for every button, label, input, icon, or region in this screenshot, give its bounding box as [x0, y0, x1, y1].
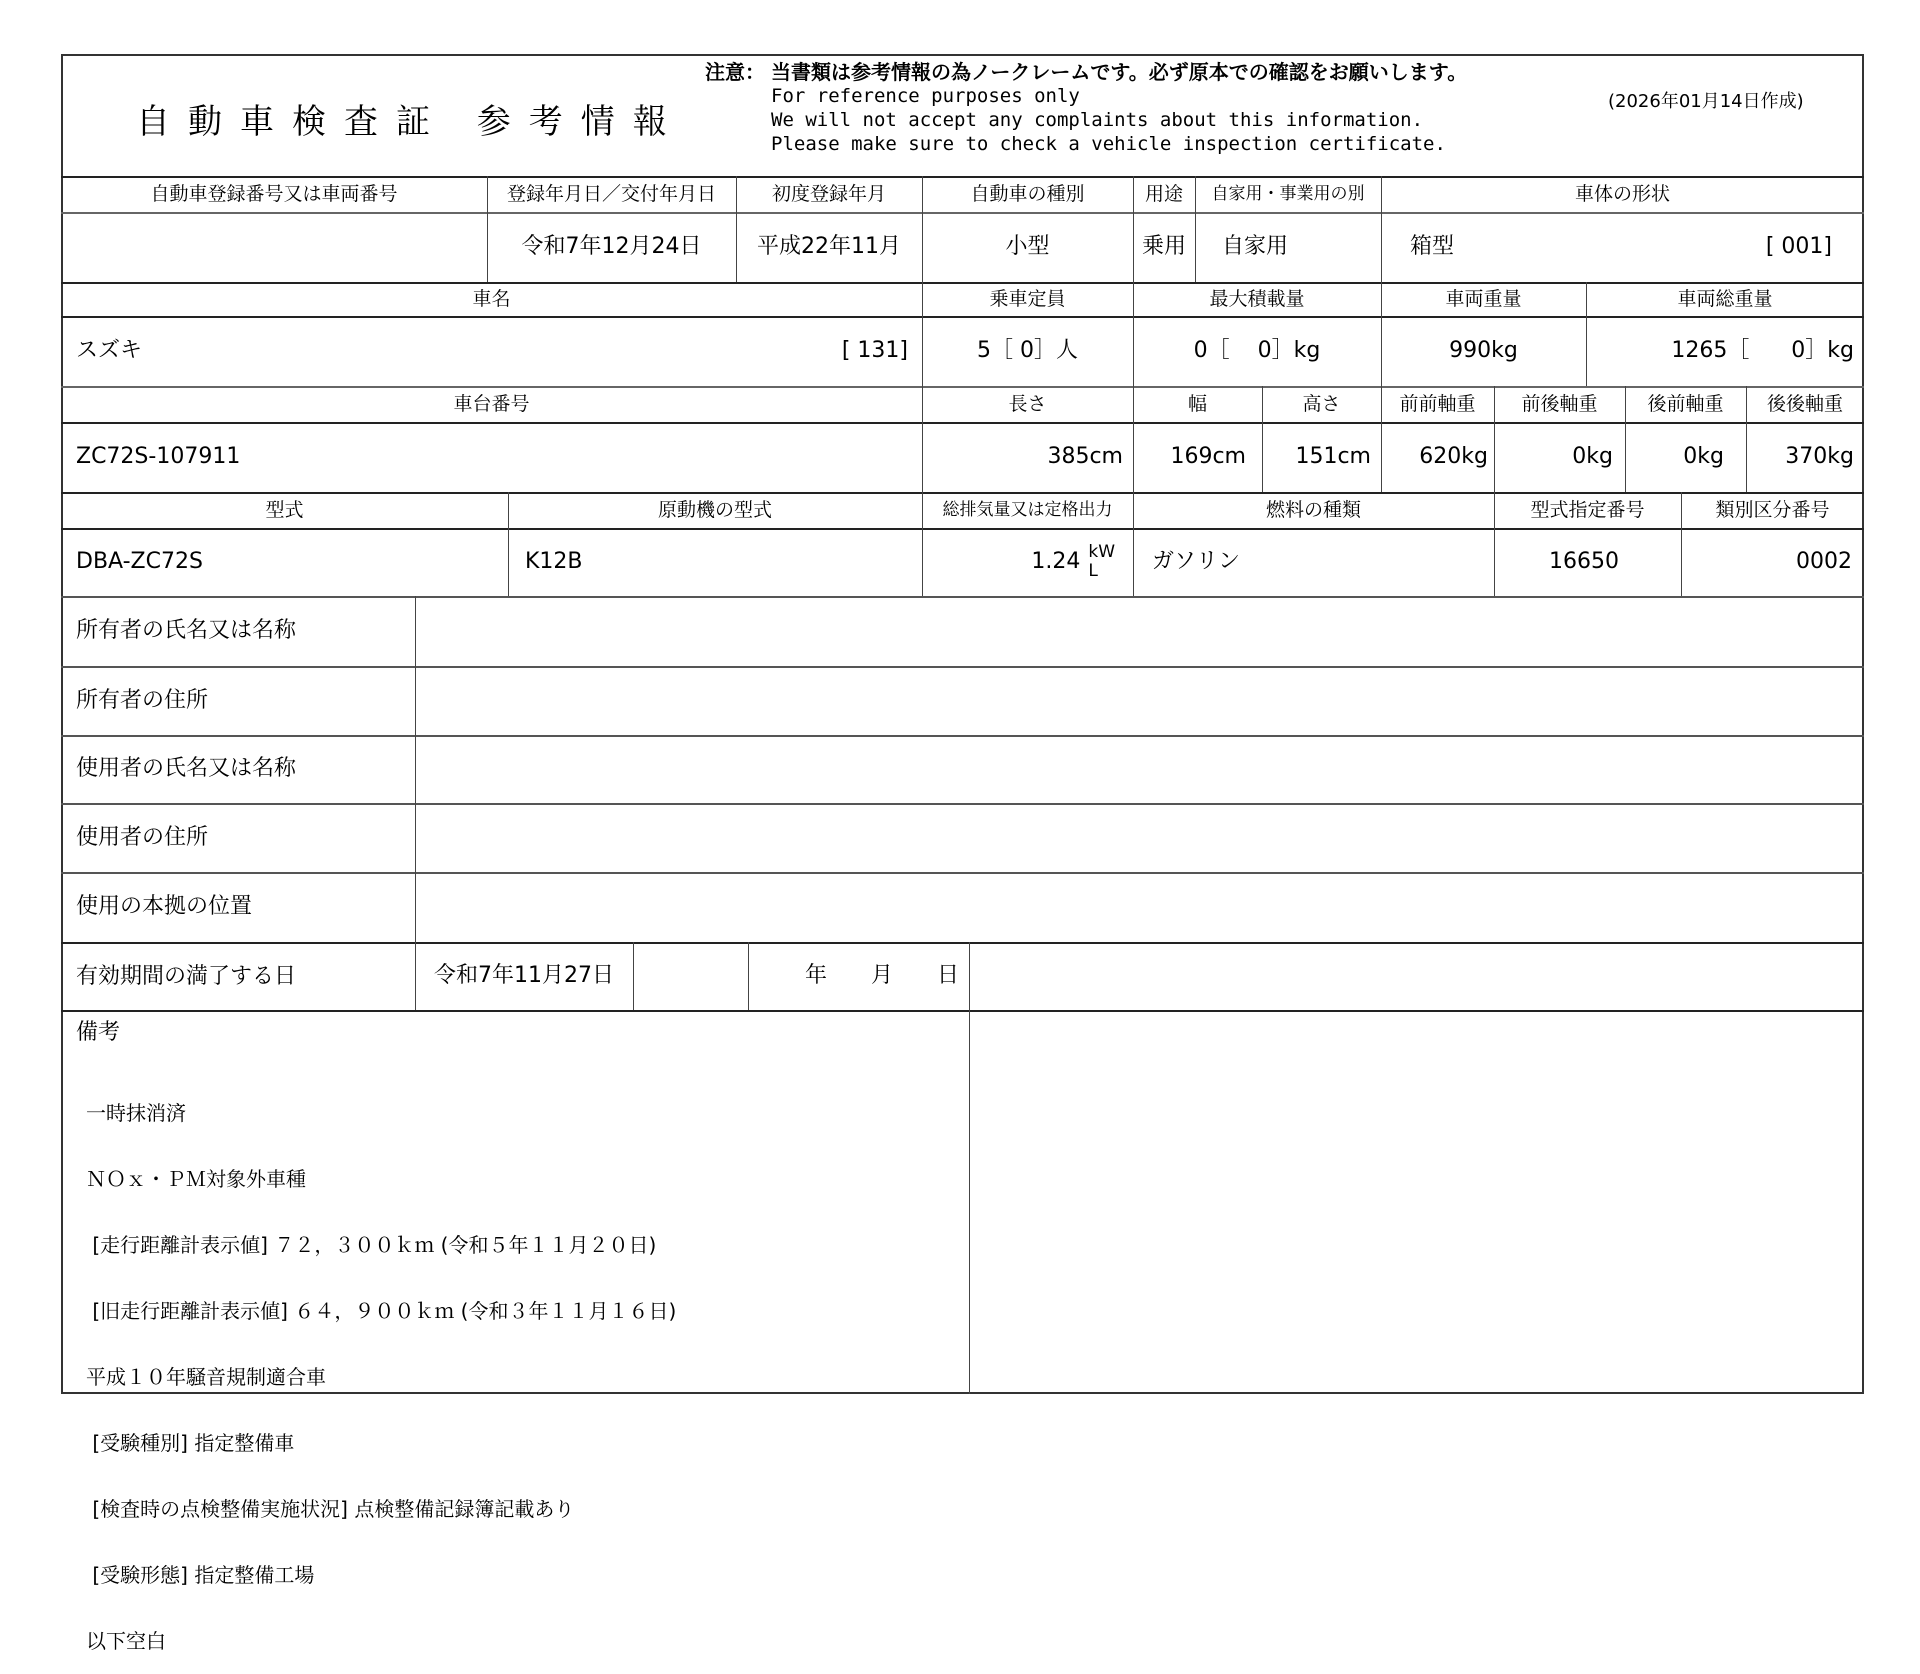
value-usage: 乗用 — [1141, 234, 1186, 259]
row-divider — [61, 942, 1864, 944]
header-displacement: 総排気量又は定格出力 — [942, 499, 1113, 520]
notice-en — [771, 84, 1446, 156]
value-expiry-date: 令和7年11月27日 — [434, 963, 614, 988]
value-private-business: 自家用 — [1222, 234, 1289, 259]
displacement-unit — [1088, 543, 1115, 581]
row-divider — [61, 666, 1864, 668]
value-length: 385cm — [1047, 444, 1123, 469]
remarks-line: [受験種別] 指定整備車 — [86, 1431, 295, 1455]
header-gross-weight: 車両総重量 — [1677, 287, 1773, 310]
label-remarks: 備考 — [76, 1020, 121, 1045]
value-first-reg: 平成22年11月 — [757, 234, 901, 259]
header-chassis-number: 車台番号 — [453, 392, 530, 415]
header-length: 長さ — [1008, 392, 1047, 415]
header-first-reg: 初度登録年月 — [771, 182, 886, 205]
value-capacity: 5［ 0］人 — [977, 338, 1078, 363]
header-height: 高さ — [1302, 392, 1341, 415]
value-car-name-code: [ 131] — [841, 338, 908, 363]
remarks-line: [検査時の点検整備実施状況] 点検整備記録簿記載あり — [86, 1497, 575, 1521]
value-rf-axle: 0kg — [1683, 444, 1724, 469]
header-ff-axle: 前前軸重 — [1399, 392, 1476, 415]
header-model: 型式 — [265, 498, 304, 521]
remarks-line: 平成１０年騒音規制適合車 — [86, 1365, 326, 1389]
header-vehicle-weight: 車両重量 — [1445, 287, 1522, 310]
value-vehicle-weight: 990kg — [1449, 338, 1518, 363]
value-fr-axle: 0kg — [1572, 444, 1613, 469]
remarks-line: 一時抹消済 — [86, 1101, 186, 1125]
unit-l: L — [1088, 561, 1098, 581]
row-divider — [61, 735, 1864, 737]
notice-line: For reference purposes only — [771, 85, 1080, 107]
remarks-line: [旧走行距離計表示値] ６４，９００ｋｍ (令和３年１１月１６日) — [86, 1299, 677, 1323]
value-car-name: スズキ — [76, 338, 143, 363]
header-reg-date: 登録年月日／交付年月日 — [506, 182, 716, 205]
value-displacement — [922, 528, 1115, 596]
col-divider — [969, 942, 970, 1394]
value-ff-axle: 620kg — [1419, 444, 1488, 469]
header-rf-axle: 後前軸重 — [1647, 392, 1724, 415]
header-fuel: 燃料の種類 — [1265, 498, 1361, 521]
label-user-name: 使用者の氏名又は名称 — [76, 756, 297, 781]
value-height: 151cm — [1295, 444, 1371, 469]
header-fr-axle: 前後軸重 — [1521, 392, 1598, 415]
remarks-line: ＮＯｘ・ＰＭ対象外車種 — [86, 1167, 306, 1191]
value-category-number: 0002 — [1796, 549, 1852, 574]
value-model: DBA-ZC72S — [76, 549, 203, 574]
value-body-shape: 箱型 — [1410, 234, 1455, 259]
label-expiry: 有効期間の満了する日 — [76, 964, 297, 989]
label-base-location: 使用の本拠の位置 — [76, 894, 253, 919]
header-width: 幅 — [1187, 392, 1207, 415]
value-engine-model: K12B — [525, 549, 583, 574]
header-type-designation: 型式指定番号 — [1530, 498, 1645, 521]
notice-line: Please make sure to check a vehicle inspection certificate. — [771, 133, 1446, 155]
value-vehicle-class: 小型 — [1005, 234, 1050, 259]
header-reg-number: 自動車登録番号又は車両番号 — [150, 182, 398, 205]
value-reg-date: 令和7年12月24日 — [521, 234, 702, 259]
value-body-shape-code: [ 001] — [1765, 234, 1832, 259]
value-chassis-number: ZC72S-107911 — [76, 444, 241, 469]
notice-jp: 当書類は参考情報の為ノークレームです。必ず原本での確認をお願いします。 — [771, 60, 1468, 84]
label-owner-address: 所有者の住所 — [76, 687, 209, 713]
row-divider — [61, 803, 1864, 805]
value-rr-axle: 370kg — [1785, 444, 1854, 469]
header-private-business: 自家用・事業用の別 — [1211, 183, 1365, 204]
value-type-designation: 16650 — [1549, 549, 1619, 574]
displacement-number: 1.24 — [1031, 549, 1081, 574]
header-body-shape: 車体の形状 — [1574, 182, 1670, 205]
notice-prefix: 注意： — [705, 60, 765, 84]
notice-line: We will not accept any complaints about this information. — [771, 109, 1424, 131]
row-divider — [61, 596, 1864, 598]
header-vehicle-class: 自動車の種別 — [970, 182, 1085, 205]
value-gross-weight: 1265［ 0］kg — [1671, 338, 1854, 363]
col-divider — [633, 942, 634, 1010]
remarks-line: [受験形態] 指定整備工場 — [86, 1563, 315, 1587]
value-fuel: ガソリン — [1152, 549, 1241, 574]
row-divider — [61, 872, 1864, 874]
header-max-load: 最大積載量 — [1209, 287, 1305, 310]
header-car-name: 車名 — [472, 287, 511, 310]
value-max-load: 0［ 0］kg — [1193, 338, 1321, 363]
unit-kw: kW — [1088, 542, 1115, 562]
value-width: 169cm — [1170, 444, 1246, 469]
header-rr-axle: 後後軸重 — [1766, 392, 1843, 415]
header-engine-model: 原動機の型式 — [657, 498, 772, 521]
header-usage: 用途 — [1144, 182, 1183, 205]
row-divider — [61, 1010, 1864, 1012]
label-owner-name: 所有者の氏名又は名称 — [76, 618, 297, 643]
remarks-list — [86, 1058, 676, 1674]
header-category-number: 類別区分番号 — [1715, 498, 1830, 521]
page-title: 自動車検査証 参考情報 — [136, 102, 685, 142]
created-date: (2026年01月14日作成) — [1608, 91, 1804, 112]
header-capacity: 乗車定員 — [989, 287, 1066, 310]
label-user-address: 使用者の住所 — [76, 824, 209, 850]
value-blank-date: 年 月 日 — [804, 963, 959, 988]
remarks-line: 以下空白 — [86, 1629, 166, 1653]
remarks-line: [走行距離計表示値] ７２，３００ｋｍ (令和５年１１月２０日) — [86, 1233, 657, 1257]
